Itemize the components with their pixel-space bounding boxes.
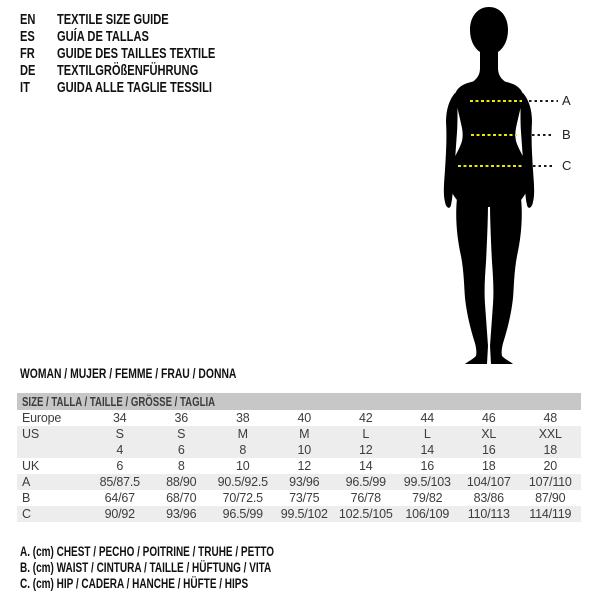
legend-line-chest: [20, 544, 363, 560]
legend-line-hip: [20, 576, 363, 592]
size-cell: M: [299, 427, 310, 441]
size-cell: 96.5/99: [345, 475, 386, 489]
language-title-text: GUÍA DE TALLAS: [57, 28, 149, 45]
table-row: [17, 426, 581, 442]
row-label: UK: [22, 459, 39, 473]
language-code: [20, 62, 57, 79]
size-cell: 34: [112, 411, 127, 425]
size-cell: M: [237, 427, 248, 441]
hip-line-dash-black: [533, 165, 554, 167]
marker-label-c: C: [562, 158, 572, 173]
language-row: [20, 45, 271, 62]
size-cell: 102.5/105: [338, 507, 393, 521]
language-title: [57, 11, 271, 28]
size-cell: 110/113: [467, 507, 510, 521]
language-title-text: TEXTILGRÖßENFÜHRUNG: [57, 62, 199, 79]
size-cell: 88/90: [166, 475, 197, 489]
size-cell: 83/86: [473, 491, 504, 505]
table-row: [17, 490, 581, 506]
size-cell: 99.5/103: [403, 475, 451, 489]
table-row: [17, 458, 581, 474]
size-cell: 42: [358, 411, 373, 425]
row-label: [17, 442, 89, 458]
language-title: [57, 62, 271, 79]
size-cell: S: [115, 427, 124, 441]
woman-silhouette: [440, 6, 540, 368]
size-cell: 6: [177, 443, 185, 457]
legend-line-waist: [20, 560, 363, 576]
size-cell: 76/78: [350, 491, 381, 505]
size-cell: 104/107: [466, 475, 511, 489]
legend-line-chest-text: A. (cm) CHEST / PECHO / POITRINE / TRUHE / PETTO: [20, 544, 275, 559]
size-cell: 4: [116, 443, 124, 457]
language-row: [20, 28, 271, 45]
table-row: [17, 410, 581, 426]
size-cell: XL: [481, 427, 497, 441]
row-label: Europe: [22, 411, 62, 425]
size-table-body: [17, 410, 581, 522]
size-cell: 18: [481, 459, 496, 473]
size-cell: 10: [235, 459, 250, 473]
language-title-text: GUIDE DES TAILLES TEXTILE: [57, 45, 216, 62]
language-header: [20, 11, 271, 96]
language-code-text: FR: [20, 45, 35, 62]
language-title: [57, 45, 271, 62]
measurement-legend: [20, 544, 363, 592]
size-cell: 73/75: [289, 491, 320, 505]
size-cell: 8: [239, 443, 247, 457]
size-cell: 6: [116, 459, 124, 473]
language-code: [20, 11, 57, 28]
legend-line-hip-text: C. (cm) HIP / CADERA / HANCHE / HÜFTE / HIPS: [20, 576, 249, 591]
size-cell: 85/87.5: [99, 475, 140, 489]
size-cell: L: [423, 427, 431, 441]
size-cell: 90.5/92.5: [217, 475, 268, 489]
size-cell: 106/109: [405, 507, 450, 521]
waist-line-dash-black: [532, 134, 554, 136]
size-cell: 12: [297, 459, 311, 473]
size-cell: 79/82: [412, 491, 443, 505]
size-cell: XXL: [538, 427, 562, 441]
row-label: C: [22, 507, 31, 521]
size-table-header: [17, 393, 581, 410]
size-cell: 14: [420, 443, 434, 457]
size-cell: S: [177, 427, 186, 441]
size-cell: 93/96: [166, 507, 197, 521]
language-code-text: EN: [20, 11, 36, 28]
size-cell: 114/119: [529, 507, 572, 521]
row-label: A: [22, 475, 31, 489]
language-row: [20, 79, 271, 96]
table-title: [20, 365, 312, 381]
table-title-text: WOMAN / MUJER / FEMME / FRAU / DONNA: [20, 365, 237, 381]
size-cell: 46: [481, 411, 496, 425]
language-row: [20, 11, 271, 28]
size-cell: 107/110: [528, 475, 572, 489]
size-cell: 93/96: [289, 475, 320, 489]
language-title-text: TEXTILE SIZE GUIDE: [57, 11, 169, 28]
size-table: [17, 393, 581, 522]
language-code: [20, 28, 57, 45]
row-label: US: [22, 427, 39, 441]
size-cell: 44: [420, 411, 434, 425]
size-cell: 38: [235, 411, 250, 425]
row-label: B: [22, 491, 31, 505]
size-cell: 87/90: [535, 491, 566, 505]
legend-line-waist-text: B. (cm) WAIST / CINTURA / TAILLE / HÜFTUNG / VITA: [20, 560, 272, 575]
size-cell: 90/92: [104, 507, 135, 521]
waist-line-dash-yellow: [471, 134, 517, 136]
size-cell: 20: [543, 459, 557, 473]
size-cell: 18: [543, 443, 557, 457]
size-cell: 8: [177, 459, 185, 473]
language-code: [20, 79, 57, 96]
language-row: [20, 62, 271, 79]
marker-label-b: B: [562, 127, 571, 142]
size-cell: 16: [420, 459, 434, 473]
size-cell: 36: [174, 411, 188, 425]
size-cell: 10: [297, 443, 311, 457]
size-cell: L: [362, 427, 370, 441]
size-table-header-text: SIZE / TALLA / TAILLE / GRÖSSE / TAGLIA: [22, 394, 216, 409]
chest-line-dash-yellow: [470, 100, 522, 102]
size-cell: 14: [358, 459, 373, 473]
size-cell: 64/67: [104, 491, 135, 505]
woman-silhouette-svg: [440, 6, 540, 366]
table-row: [17, 474, 581, 490]
language-title: [57, 79, 271, 96]
language-code-text: IT: [20, 79, 30, 96]
language-title-text: GUIDA ALLE TAGLIE TESSILI: [57, 79, 212, 96]
table-row: [17, 442, 581, 458]
size-cell: 68/70: [166, 491, 197, 505]
language-code-text: DE: [20, 62, 36, 79]
size-cell: 16: [481, 443, 496, 457]
size-cell: 99.5/102: [280, 507, 328, 521]
size-cell: 96.5/99: [222, 507, 263, 521]
size-cell: 48: [543, 411, 557, 425]
size-cell: 40: [297, 411, 311, 425]
size-cell: 70/72.5: [222, 491, 263, 505]
language-title: [57, 28, 271, 45]
chest-line-dash-black: [529, 100, 558, 102]
hip-line-dash-yellow: [458, 165, 524, 167]
size-cell: 12: [358, 443, 373, 457]
language-code: [20, 45, 57, 62]
marker-label-a: A: [562, 93, 571, 108]
table-row: [17, 506, 581, 522]
language-code-text: ES: [20, 28, 35, 45]
